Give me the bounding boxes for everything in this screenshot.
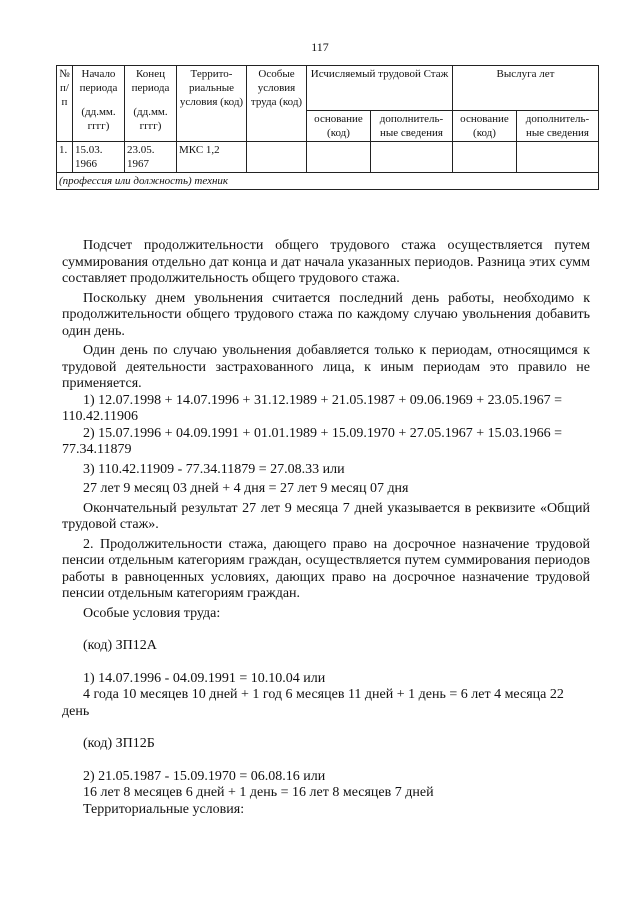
- row-num: 1.: [57, 142, 73, 173]
- code-2: (код) ЗП12Б: [83, 736, 155, 751]
- header-start-label: Начало периода: [79, 68, 118, 94]
- special-conditions-heading: Особые условия труда:: [83, 605, 221, 621]
- table-row: [57, 142, 599, 173]
- row-seniority-basis: [453, 142, 517, 173]
- code-1-calc: 1) 14.07.1996 - 04.09.1991 = 10.10.04 или: [83, 670, 326, 686]
- stazh-table: [56, 65, 599, 190]
- subheader-seniority-basis: основание (код): [453, 111, 517, 142]
- code-1: (код) ЗП12А: [83, 638, 157, 653]
- row-calc-basis: [307, 142, 371, 173]
- row-special: [247, 142, 307, 173]
- paragraph-2: Поскольку днем увольнения считается последний день работы, необходимо к продолжительности общего трудового стажа по каждому случаю увольнения добавить один день.: [62, 290, 590, 339]
- header-territorial: Террито-риальные условия (код): [177, 66, 247, 142]
- paragraph-4: Окончательный результат 27 лет 9 месяца 7 дней указывается в реквизите «Общий трудовой стаж».: [62, 500, 590, 532]
- header-end-format: (дд.мм. гггг): [133, 106, 168, 132]
- header-num: № п/п: [57, 66, 73, 142]
- row-calc-additional: [371, 142, 453, 173]
- paragraph-1: Подсчет продолжительности общего трудового стажа осуществляется путем суммирования отдельно дат конца и дат начала указанных периодов. Разница этих сумм составляет продолжительность общего трудового стажа.: [62, 238, 590, 286]
- row-end: 23.05. 1967: [125, 142, 177, 173]
- code-2-result: 16 лет 8 месяцев 6 дней + 1 день = 16 лет 8 месяцев 7 дней: [83, 785, 434, 800]
- header-seniority: Выслуга лет: [453, 66, 599, 111]
- subheader-calc-basis: основание (код): [307, 111, 371, 142]
- calc-2: 2) 15.07.1996 + 04.09.1991 + 01.01.1989 + 15.09.1970 + 27.05.1967 + 15.03.1966 = 77.34.11879: [62, 425, 563, 457]
- territorial-conditions-heading: Территориальные условия:: [83, 801, 245, 817]
- header-special: Особые условия труда (код): [247, 66, 307, 142]
- code-1-result: 4 года 10 месяцев 10 дней + 1 год 6 месяцев 11 дней + 1 день = 6 лет 4 месяца 22 день: [62, 687, 564, 719]
- paragraph-3: Один день по случаю увольнения добавляется только к периодам, относящимся к трудовой деятельности застрахованного лица, к иным периодам это правило не применяется.: [62, 343, 590, 391]
- header-start-format: (дд.мм. гггг): [81, 106, 116, 132]
- calc-3: 3) 110.42.11909 - 77.34.11879 = 27.08.33 или: [83, 461, 345, 477]
- row-seniority-additional: [517, 142, 599, 173]
- header-end-label: Конец периода: [131, 68, 170, 94]
- profession-line: (профессия или должность) техник: [57, 173, 599, 190]
- profession-row: [57, 173, 599, 190]
- subheader-seniority-additional: дополнитель-ные сведения: [517, 111, 599, 142]
- paragraph-5: 2. Продолжительности стажа, дающего право на досрочное назначение трудовой пенсии отдельным категориям граждан, осуществляется путем суммирования периодов работы в равноценных условиях, дающих право на досрочное назначение трудовой пенсии отдельным категориям граждан.: [62, 536, 590, 601]
- calc-1: 1) 12.07.1998 + 14.07.1996 + 31.12.1989 + 21.05.1987 + 09.06.1969 + 23.05.1967 = 110.42.11906: [62, 392, 563, 424]
- header-end: [125, 66, 177, 142]
- calc-3-result: 27 лет 9 месяц 03 дней + 4 дня = 27 лет 9 месяц 07 дня: [83, 481, 409, 496]
- body-text: [62, 238, 590, 818]
- header-calc-stazh: Исчисляемый трудовой Стаж: [307, 66, 453, 111]
- table-header-row: [57, 66, 599, 111]
- header-start: [73, 66, 125, 142]
- row-start: 15.03. 1966: [73, 142, 125, 173]
- page-number: 117: [311, 40, 329, 54]
- row-territorial: МКС 1,2: [177, 142, 247, 173]
- code-2-calc: 2) 21.05.1987 - 15.09.1970 = 06.08.16 или: [83, 768, 326, 784]
- subheader-calc-additional: дополнитель-ные сведения: [371, 111, 453, 142]
